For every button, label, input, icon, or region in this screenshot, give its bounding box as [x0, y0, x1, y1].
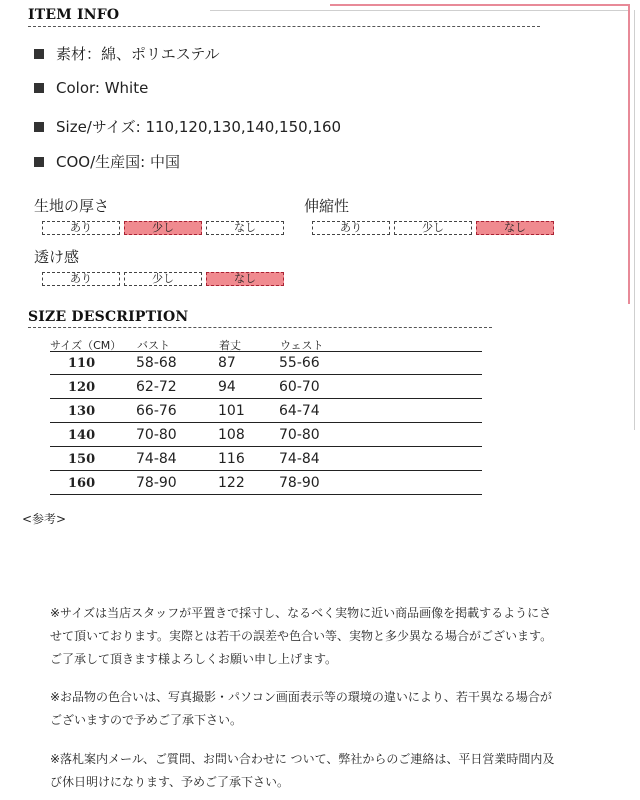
reference-label: <参考> [22, 512, 67, 526]
info-item-text: 素材：綿、ポリエステル [56, 45, 220, 63]
waist-cell: 60-70 [279, 379, 320, 395]
bust-cell: 66-76 [136, 403, 177, 419]
info-item-text: COO/生産国: 中国 [56, 153, 180, 171]
size-cell: 150 [68, 452, 96, 467]
size-cell: 120 [68, 380, 96, 395]
size-description-divider [28, 327, 492, 328]
square-bullet-icon [34, 49, 44, 59]
length-cell: 116 [218, 451, 245, 467]
size-header-size: サイズ（CM） [50, 339, 122, 352]
waist-cell: 74-84 [279, 451, 320, 467]
sheer-option-ari: あり [42, 272, 120, 286]
sheer-scale [42, 272, 284, 286]
bust-cell: 62-72 [136, 379, 177, 395]
bust-cell: 70-80 [136, 427, 177, 443]
frame-line-accent-right [628, 4, 630, 304]
length-cell: 122 [218, 475, 245, 491]
size-cell: 110 [68, 356, 96, 371]
size-cell: 130 [68, 404, 96, 419]
info-item-text: Size/サイズ: 110,120,130,140,150,160 [56, 118, 342, 136]
waist-cell: 55-66 [279, 355, 320, 371]
length-cell: 108 [218, 427, 245, 443]
note-color: ※お品物の色合いは、写真撮影・パソコン画面表示等の環境の違いにより、若干異なる場合がございますので予めご了承下さい。 [50, 690, 552, 727]
table-row [50, 399, 482, 423]
thickness-option-nashi: なし [206, 221, 284, 235]
square-bullet-icon [34, 157, 44, 167]
waist-cell: 64-74 [279, 403, 320, 419]
size-description-title: SIZE DESCRIPTION [28, 309, 189, 325]
table-row [50, 423, 482, 447]
table-row [50, 351, 482, 375]
frame-line-outer-top [210, 10, 630, 11]
size-header-bust: バスト [137, 339, 170, 352]
note-contact: ※落札案内メール、ご質問、お問い合わせに ついて、弊社からのご連絡は、平日営業時間内及び休日明けになります、予めご了承下さい。 [50, 752, 555, 789]
size-cell: 160 [68, 476, 96, 491]
stretch-option-ari: あり [312, 221, 390, 235]
stretch-option-nashi: なし [476, 221, 554, 235]
length-cell: 87 [218, 355, 236, 371]
size-header-length: 着丈 [219, 339, 241, 352]
size-header-waist: ウェスト [280, 339, 324, 352]
item-info-title: ITEM INFO [28, 7, 120, 23]
length-cell: 94 [218, 379, 236, 395]
note-measurement: ※サイズは当店スタッフが平置きで採寸し、なるべく実物に近い商品画像を掲載するようにさせて頂いております。実際とは若干の誤差や色合い等、実物と多少異なる場合がございます。ご了承して頂きます様よろしくお願い申し上げます。 [50, 606, 553, 666]
waist-cell: 78-90 [279, 475, 320, 491]
item-info-divider [28, 26, 540, 27]
frame-line-accent-top [330, 4, 630, 6]
thickness-scale [42, 221, 284, 235]
bust-cell: 74-84 [136, 451, 177, 467]
square-bullet-icon [34, 83, 44, 93]
square-bullet-icon [34, 122, 44, 132]
info-item-text: Color: White [56, 79, 149, 97]
frame-line-outer-right [634, 10, 635, 430]
thickness-option-ari: あり [42, 221, 120, 235]
info-item-coo [34, 151, 180, 172]
thickness-label: 生地の厚さ [34, 197, 110, 215]
length-cell: 101 [218, 403, 245, 419]
sheer-option-nashi: なし [206, 272, 284, 286]
bust-cell: 78-90 [136, 475, 177, 491]
info-item-material [34, 43, 220, 64]
info-item-color [34, 79, 148, 97]
table-row [50, 447, 482, 471]
thickness-option-sukoshi: 少し [124, 221, 202, 235]
stretch-label: 伸縮性 [304, 197, 350, 215]
info-item-size [34, 116, 341, 137]
sheer-option-sukoshi: 少し [124, 272, 202, 286]
table-row [50, 375, 482, 399]
stretch-scale [312, 221, 554, 235]
size-cell: 140 [68, 428, 96, 443]
waist-cell: 70-80 [279, 427, 320, 443]
table-row [50, 471, 482, 495]
sheer-label: 透け感 [34, 248, 80, 266]
bust-cell: 58-68 [136, 355, 177, 371]
stretch-option-sukoshi: 少し [394, 221, 472, 235]
